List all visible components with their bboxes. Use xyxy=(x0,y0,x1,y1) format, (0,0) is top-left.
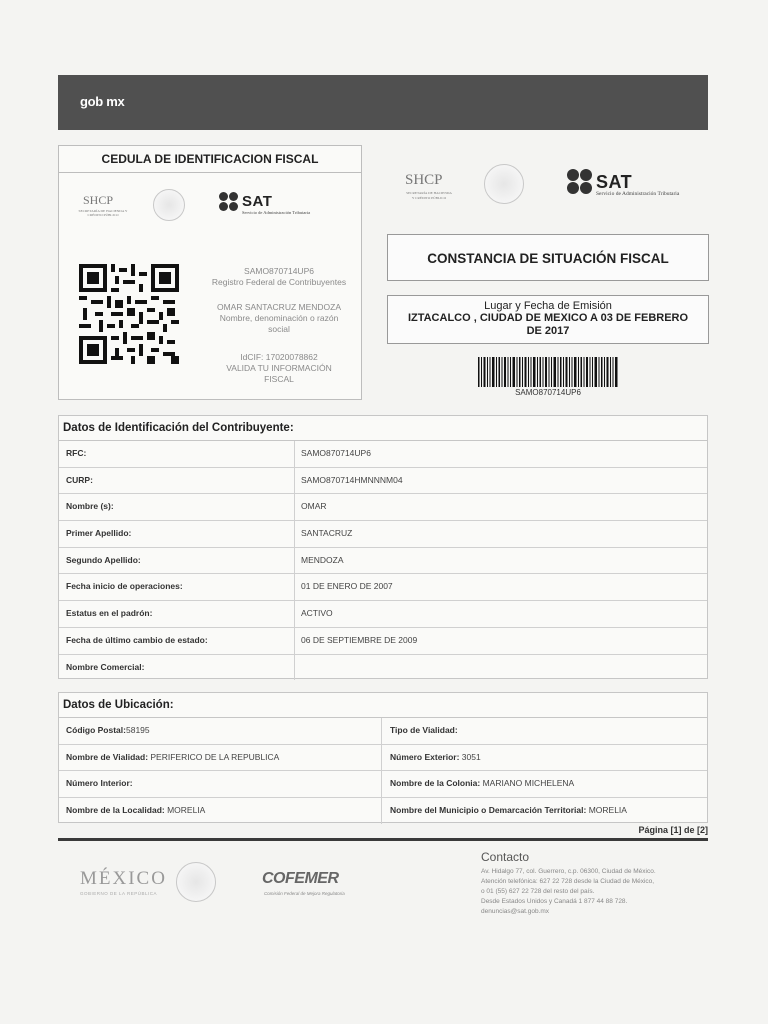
lugar-fecha-emision xyxy=(387,295,709,344)
contacto-email-link[interactable]: denuncias@sat.gob.mx xyxy=(481,908,550,915)
sat-subtitle: Servicio de Administración Tributaria xyxy=(242,210,311,215)
field-value: ACTIVO xyxy=(301,608,333,619)
field-label: Nombre de la Colonia: xyxy=(390,778,481,789)
field-label: RFC: xyxy=(59,441,295,467)
table-row xyxy=(59,745,707,772)
table-row xyxy=(59,468,707,495)
cedula-rfc-value: SAMO870714UP6 xyxy=(244,266,314,276)
shcp-subtitle-2: Y CRÉDITO PÚBLICO xyxy=(411,196,447,200)
coat-of-arms-icon xyxy=(153,189,185,221)
contacto-line: Atención telefónica: 627 22 728 desde la Ciudad de México, xyxy=(481,878,655,885)
field-value: 06 DE SEPTIEMBRE DE 2009 xyxy=(301,634,418,645)
cedula-idcif: IdCIF: 17020078862 xyxy=(240,352,318,362)
sat-subtitle: Servicio de Administración Tributaria xyxy=(596,191,680,197)
field-label: Fecha de último cambio de estado: xyxy=(59,628,295,654)
table-row xyxy=(59,574,707,601)
field-value: 58195 xyxy=(125,725,150,735)
field-label: Tipo de Vialidad: xyxy=(390,725,458,735)
section-title: Datos de Identificación del Contribuyente: xyxy=(59,416,707,441)
table-row xyxy=(59,771,707,798)
barcode-text: SAMO870714UP6 xyxy=(515,388,581,397)
field-value: MORELIA xyxy=(586,805,627,816)
field-label: Nombre de Vialidad: xyxy=(66,751,149,762)
sat-logo: SAT xyxy=(596,172,633,192)
coat-of-arms-icon xyxy=(176,862,216,902)
table-row xyxy=(59,628,707,655)
table-row xyxy=(59,718,707,745)
barcode-icon xyxy=(478,357,618,387)
cedula-name-label-2: social xyxy=(268,324,290,334)
cofemer-logo: COFEMER xyxy=(262,870,339,887)
cedula-rfc-label: Registro Federal de Contribuyentes xyxy=(211,277,347,287)
field-label: Número Interior: xyxy=(66,778,133,789)
qr-code-icon xyxy=(79,264,179,364)
field-value: MORELIA xyxy=(164,805,206,816)
shcp-subtitle-1: SECRETARÍA DE HACIENDA xyxy=(406,191,452,195)
field-value: 01 DE ENERO DE 2007 xyxy=(301,581,393,592)
field-value: SAMO870714UP6 xyxy=(301,448,371,458)
field-label: CURP: xyxy=(59,468,295,494)
field-label: Nombre del Municipio o Demarcación Territorial: xyxy=(390,805,587,816)
divider xyxy=(58,838,708,841)
field-label: Fecha inicio de operaciones: xyxy=(59,574,295,600)
coat-of-arms-icon xyxy=(484,164,524,204)
contacto-title: Contacto xyxy=(481,850,530,864)
table-row xyxy=(59,601,707,628)
lugar-value: IZTACALCO , CIUDAD DE MEXICO A 03 DE FEBRERO DE 2017 xyxy=(407,312,689,337)
field-value: 3051 xyxy=(459,751,481,762)
contacto-line: Desde Estados Unidos y Canadá 1 877 44 88 728. xyxy=(481,898,628,905)
cedula-identificacion-fiscal xyxy=(58,145,362,400)
table-row xyxy=(59,441,707,468)
cedula-valida-link-2[interactable]: FISCAL xyxy=(264,374,294,384)
table-row xyxy=(59,548,707,575)
field-label: Nombre (s): xyxy=(59,494,295,520)
field-value: OMAR xyxy=(301,501,327,512)
sat-logo: SAT xyxy=(242,193,273,210)
field-label: Estatus en el padrón: xyxy=(59,601,295,627)
shcp-logo-small: SHCP xyxy=(83,193,114,207)
field-label: Nombre de la Localidad: xyxy=(66,805,165,816)
field-value: SAMO870714HMNNNM04 xyxy=(301,474,403,485)
mexico-logo: MÉXICO xyxy=(80,868,167,889)
field-label: Nombre Comercial: xyxy=(59,655,295,681)
shcp-logo: SHCP xyxy=(405,172,443,188)
contacto-line: o 01 (55) 627 22 728 del resto del país. xyxy=(481,888,595,895)
page-number: Página [1] de [2] xyxy=(638,825,708,835)
gob-mx-header xyxy=(58,75,708,130)
table-row xyxy=(59,494,707,521)
cofemer-subtitle: Comisión Federal de Mejora Regulatoria xyxy=(264,891,345,896)
field-value: MARIANO MICHELENA xyxy=(480,778,575,789)
table-row xyxy=(59,655,707,681)
datos-ubicacion-section xyxy=(58,692,708,823)
mexico-subtitle: GOBIERNO DE LA REPÚBLICA xyxy=(80,891,158,896)
table-row xyxy=(59,521,707,548)
field-value: PERIFERICO DE LA REPUBLICA xyxy=(148,751,280,762)
datos-identificacion-section xyxy=(58,415,708,679)
field-label: Segundo Apellido: xyxy=(59,548,295,574)
cedula-title: CEDULA DE IDENTIFICACION FISCAL xyxy=(59,146,361,173)
table-row xyxy=(59,798,707,824)
field-value xyxy=(295,655,707,681)
shcp-subtitle-small: SECRETARÍA DE HACIENDA Y CRÉDITO PÚBLICO xyxy=(78,209,128,217)
field-label: Número Exterior: xyxy=(390,751,460,762)
cedula-valida-link[interactable]: VALIDA TU INFORMACIÓN xyxy=(226,363,332,373)
field-label: Código Postal: xyxy=(66,725,126,735)
field-label: Primer Apellido: xyxy=(59,521,295,547)
section-title: Datos de Ubicación: xyxy=(59,693,707,718)
lugar-label: Lugar y Fecha de Emisión xyxy=(484,300,612,312)
field-value: SANTACRUZ xyxy=(301,528,353,539)
cedula-name-value: OMAR SANTACRUZ MENDOZA xyxy=(216,302,342,312)
contacto-line: Av. Hidalgo 77, col. Guerrero, c.p. 06300, Ciudad de México. xyxy=(481,868,656,875)
constancia-title: CONSTANCIA DE SITUACIÓN FISCAL xyxy=(387,234,709,281)
cedula-name-label: Nombre, denominación o razón xyxy=(219,313,339,323)
gob-mx-logo: gob mx xyxy=(80,94,125,109)
field-value: MENDOZA xyxy=(301,554,344,565)
